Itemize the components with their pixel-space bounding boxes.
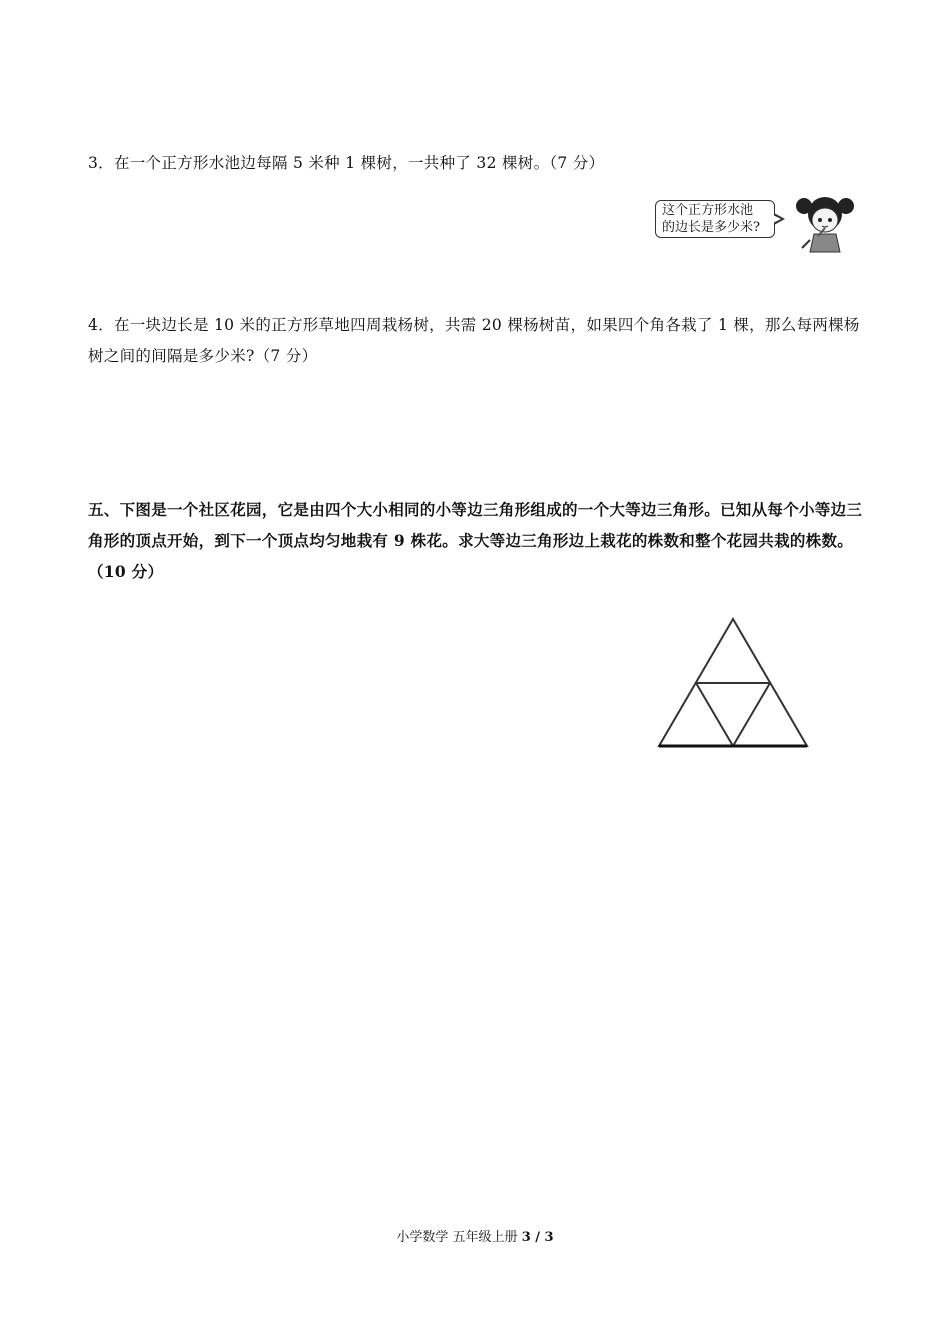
- page-number: 3 / 3: [521, 1230, 554, 1245]
- bubble-line-1: 这个正方形水池: [662, 203, 754, 218]
- cartoon-girl-icon: [792, 190, 858, 256]
- bubble-line-2: 的边长是多少米?: [662, 220, 760, 235]
- question-5: 五、下图是一个社区花园，它是由四个大小相同的小等边三角形组成的一个大等边三角形。已知从每个小等边三角形的顶点开始，到下一个顶点均匀地栽有 9 株花。求大等边三角形边上栽花的株数和整个花园共栽的株数。（10 分）: [88, 500, 863, 581]
- question-4: 4．在一块边长是 10 米的正方形草地四周栽杨树，共需 20 棵杨树苗，如果四个角各栽了 1 棵，那么每两棵杨树之间的间隔是多少米?（7 分）: [88, 316, 860, 365]
- question-3: 3．在一个正方形水池边每隔 5 米种 1 棵树，一共种了 32 棵树。（7 分）: [88, 154, 605, 172]
- page-footer: [0, 1228, 950, 1248]
- speech-bubble: [655, 200, 775, 238]
- footer-text: 小学数学 五年级上册: [396, 1230, 518, 1245]
- equilateral-triangle-figure: [655, 615, 811, 755]
- bubble-tail: [774, 213, 785, 225]
